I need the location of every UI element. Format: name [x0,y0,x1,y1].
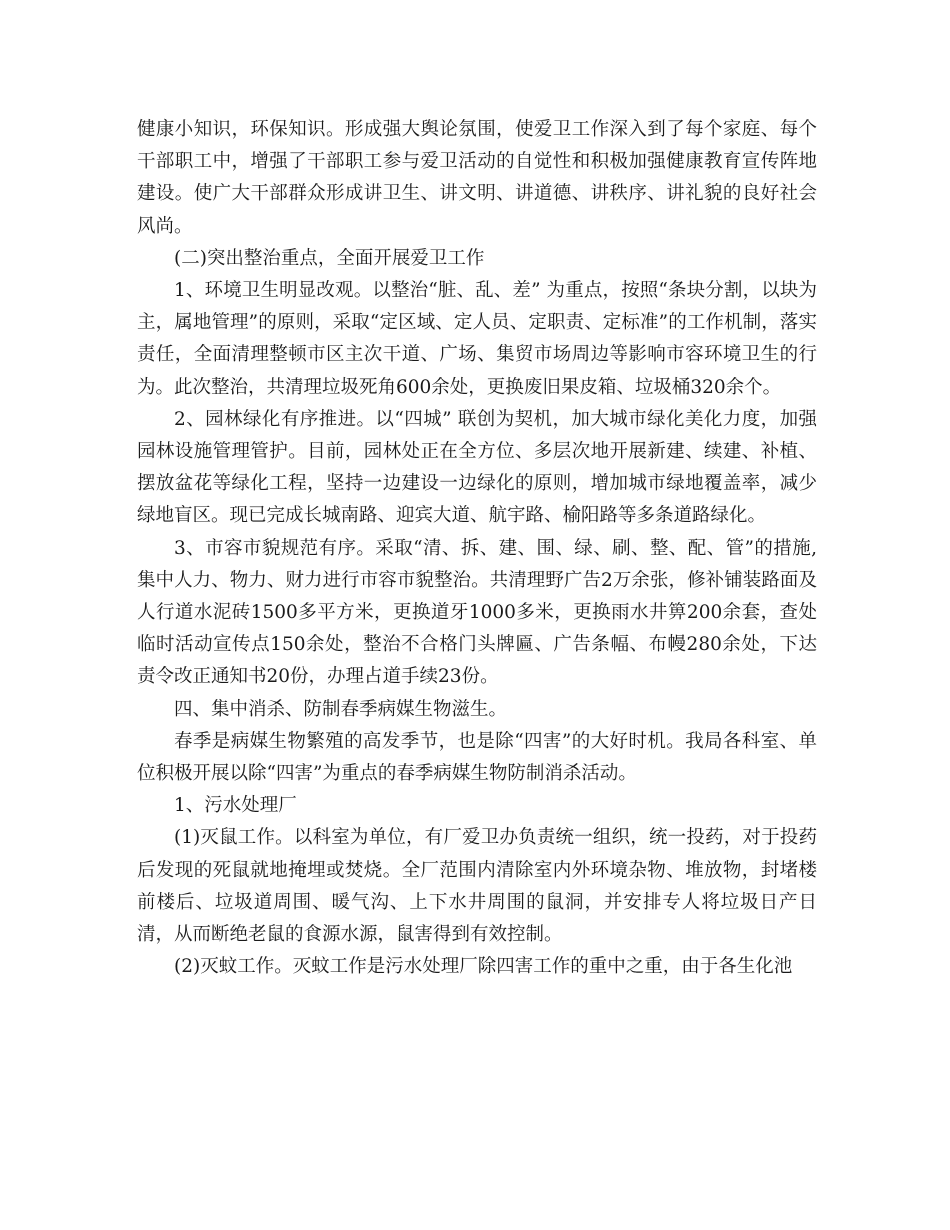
paragraph-spring-vectors: 春季是病媒生物繁殖的高发季节，也是除“四害”的大好时机。我局各科室、单位积极开展以除“四害”为重点的春季病媒生物防制消杀活动。 [137,730,817,785]
paragraph-environmental-sanitation: 1、环境卫生明显改观。以整治“脏、乱、差” 为重点，按照“条块分割，以块为主，属地管理”的原则，采取“定区域、定人员、定职责、定标准”的工作机制，落实责任，全面清理整顿市区主次干道、广场、集贸市场周边等影响市容环境卫生的行为。此次整治，共清理垃圾死角600余处，更换废旧果皮箱、垃圾桶320余个。 [137,280,817,398]
document-body [137,114,817,983]
paragraph-landscaping: 2、园林绿化有序推进。以“四城” 联创为契机，加大城市绿化美化力度，加强园林设施管理管护。目前，园林处正在全方位、多层次地开展新建、续建、补植、摆放盆花等绿化工程，坚持一边建设一边绿化的原则，增加城市绿地覆盖率，减少绿地盲区。现已完成长城南路、迎宾大道、航宇路、榆阳路等多条道路绿化。 [137,408,817,527]
section-heading-disinfection: 四、集中消杀、防制春季病媒生物滋生。 [174,698,508,720]
paragraph-city-appearance: 3、市容市貌规范有序。采取“清、拆、建、围、绿、刷、整、配、管”的措施,集中人力、物力、财力进行市容市貌整治。共清理野广告2万余张，修补铺装路面及人行道水泥砖1500多平方米，更换道牙1000多米，更换雨水井箅200余套，查处临时活动宣传点150余处，整治不合格门头牌匾、广告条幅、布幔280余处，下达责令改正通知书20份，办理占道手续23份。 [137,537,817,688]
subheading-sewage-plant: 1、污水处理厂 [174,795,297,817]
paragraph-rodent-control: (1)灭鼠工作。以科室为单位，有厂爱卫办负责统一组织，统一投药，对于投药后发现的死鼠就地掩埋或焚烧。全厂范围内清除室内外环境杂物、堆放物，封堵楼前楼后、垃圾道周围、暖气沟、上下水井周围的鼠洞，并安排专人将垃圾日产日清，从而断绝老鼠的食源水源，鼠害得到有效控制。 [137,827,817,946]
paragraph-health-education: 健康小知识，环保知识。形成强大舆论氛围，使爱卫工作深入到了每个家庭、每个干部职工中，增强了干部职工参与爱卫活动的自觉性和积极加强健康教育宣传阵地建设。使广大干部群众形成讲卫生、讲文明、讲道德、讲秩序、讲礼貌的良好社会风尚。 [137,119,817,237]
section-heading-renovation: (二)突出整治重点，全面开展爱卫工作 [174,247,485,269]
paragraph-mosquito-control: (2)灭蚊工作。灭蚊工作是污水处理厂除四害工作的重中之重，由于各生化池 [174,956,793,978]
